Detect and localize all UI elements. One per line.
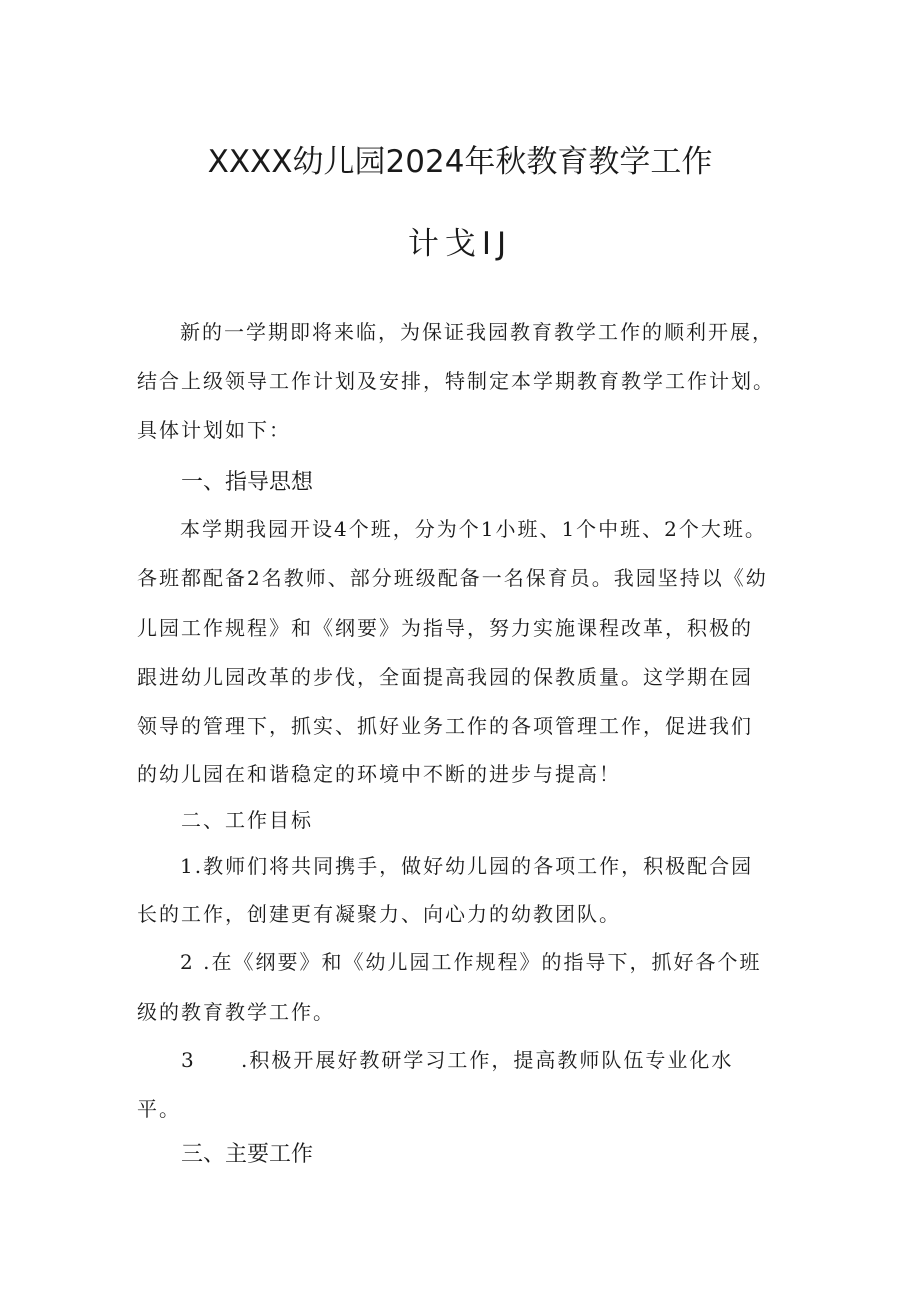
section-heading-main-work: 三、主要工作	[181, 1142, 314, 1167]
section1-line-2: 各班都配备2名教师、部分班级配备一名保育员。我园坚持以《幼	[137, 566, 768, 590]
goal-3-line-1: .积极开展好教研学习工作，提高教师队伍专业化水	[241, 1048, 734, 1072]
goal-2-line-2: 级的教育教学工作。	[137, 1000, 335, 1024]
goal-3-line-2: 平。	[137, 1097, 181, 1121]
goal-3-number: 3	[181, 1048, 194, 1072]
intro-line-3: 具体计划如下：	[137, 418, 291, 442]
section1-line-4: 跟进幼儿园改革的步伐，全面提高我园的保教质量。这学期在园	[137, 665, 753, 689]
section1-line-1: 本学期我园开设4个班，分为个1小班、1个中班、2个大班。	[180, 517, 767, 541]
goal-1-line-2: 长的工作，创建更有凝聚力、向心力的幼教团队。	[137, 902, 621, 926]
section1-line-3: 儿园工作规程》和《纲要》为指导，努力实施课程改革，积极的	[137, 616, 753, 640]
goal-2-line-1: 2 .在《纲要》和《幼儿园工作规程》的指导下，抓好各个班	[180, 950, 762, 974]
section1-line-6: 的幼儿园在和谐稳定的环境中不断的进步与提高！	[137, 762, 621, 786]
document-title-line-1: XXXX幼儿园2024年秋教育教学工作	[207, 144, 713, 180]
intro-line-2: 结合上级领导工作计划及安排，特制定本学期教育教学工作计划。	[137, 369, 775, 393]
section-heading-guiding-ideology: 一、指导思想	[181, 470, 314, 495]
section-heading-work-goals: 二、工作目标	[181, 808, 313, 832]
document-title-line-2: 计戈IJ	[407, 226, 513, 262]
section1-line-5: 领导的管理下，抓实、抓好业务工作的各项管理工作，促进我们	[137, 714, 753, 738]
intro-line-1: 新的一学期即将来临，为保证我园教育教学工作的顺利开展，	[180, 320, 774, 344]
goal-1-line-1: 1.教师们将共同携手，做好幼儿园的各项工作，积极配合园	[180, 854, 754, 878]
